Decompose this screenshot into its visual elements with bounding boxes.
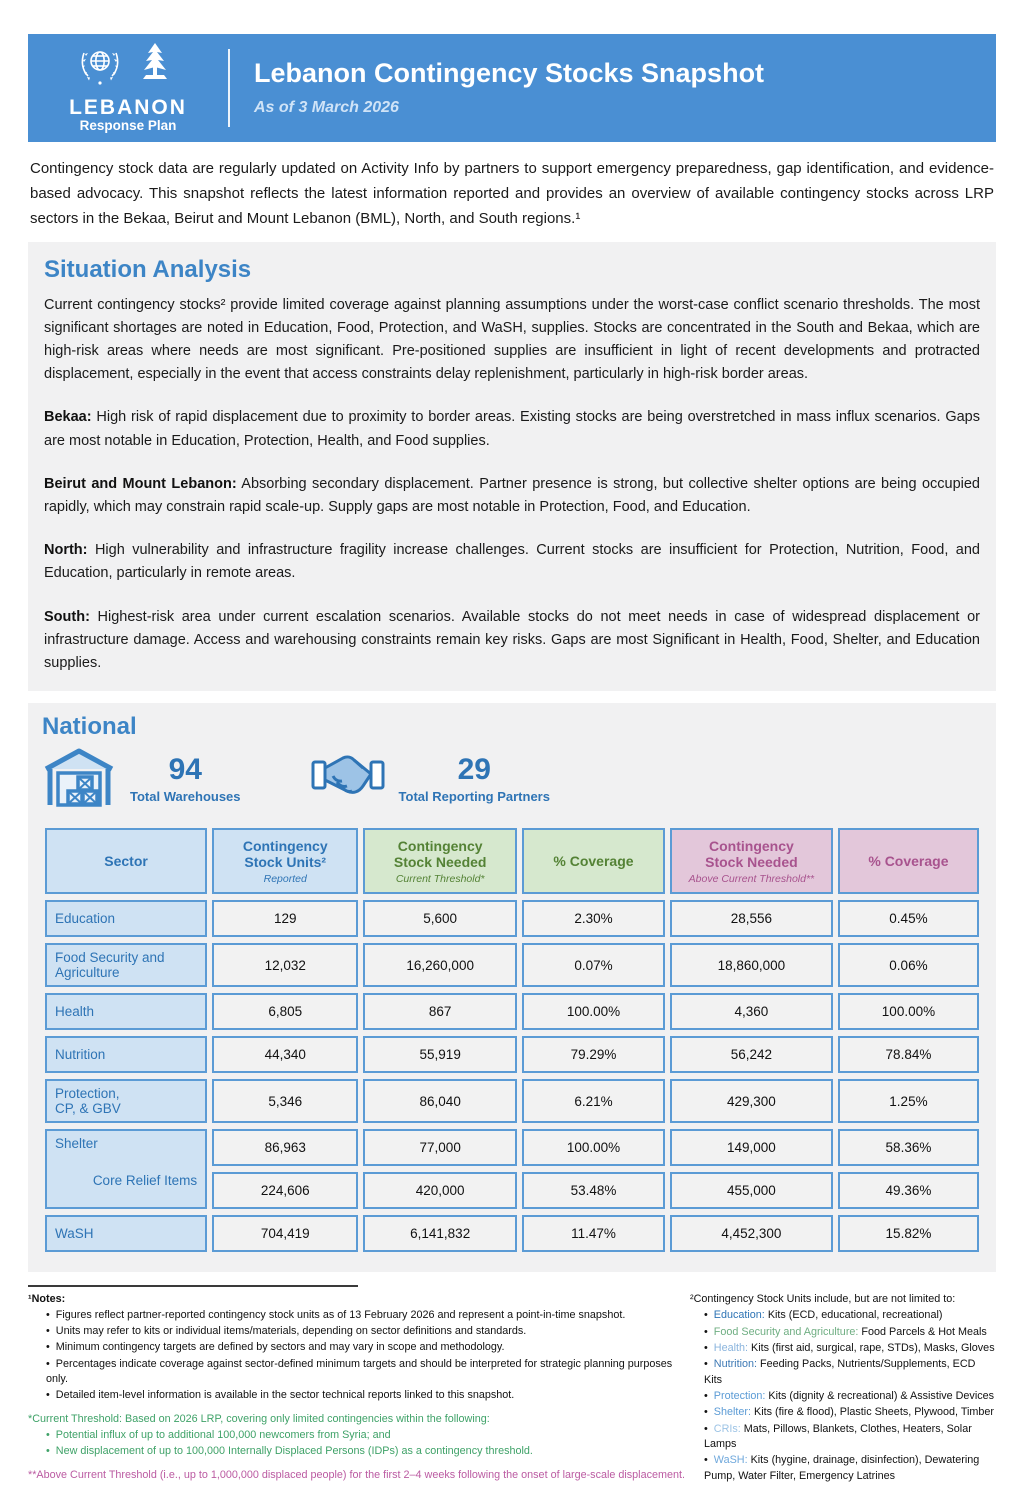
sector-cell	[45, 1129, 207, 1209]
threshold-item: • New displacement of up to 100,000 Internally Displaced Persons (IDPs) as a contingency threshold.	[46, 1444, 680, 1459]
value-cell: 49.36%	[838, 1172, 979, 1209]
value-cell: 4,360	[670, 993, 833, 1030]
value-cell: 86,963	[212, 1129, 358, 1166]
value-cell: 4,452,300	[670, 1215, 833, 1252]
value-cell: 5,346	[212, 1079, 358, 1123]
situation-analysis-panel	[28, 242, 996, 691]
table-column-header	[45, 828, 207, 894]
unit-item: • Nutrition: Feeding Packs, Nutrients/Supplements, ECD Kits	[704, 1357, 996, 1388]
sector-cell: Protection, CP, & GBV	[45, 1079, 207, 1123]
value-cell: 79.29%	[522, 1036, 665, 1073]
notes-list	[34, 1308, 680, 1403]
unit-sector-label: Shelter:	[713, 1406, 754, 1419]
above-threshold-note: **Above Current Threshold (i.e., up to 1,000,000 displaced people) for the first 2–4 weeks following the onset of large-scale displacement.	[28, 1469, 685, 1482]
stat-item	[42, 745, 241, 814]
situation-paragraph: Bekaa: High risk of rapid displacement due to proximity to border areas. Existing stocks are being overstretched in mass influx scenarios. Gaps are most notable in Education, Protection, Health, and Food supplies.	[44, 409, 980, 449]
value-cell: 100.00%	[522, 1129, 665, 1166]
value-cell: 0.07%	[522, 943, 665, 987]
value-cell: 12,032	[212, 943, 358, 987]
unit-item: • Shelter: Kits (fire & flood), Plastic Sheets, Plywood, Timber	[704, 1405, 996, 1420]
value-cell: 0.06%	[838, 943, 979, 987]
footnotes-left-column	[28, 1292, 685, 1485]
header-divider	[228, 49, 230, 127]
unit-sector-label: WaSH:	[713, 1454, 751, 1467]
logo-icons	[42, 42, 214, 94]
current-threshold-list	[34, 1428, 680, 1459]
value-cell: 16,260,000	[363, 943, 517, 987]
footnote-rule	[28, 1285, 358, 1287]
sector-label: Shelter	[55, 1136, 98, 1152]
value-cell: 58.36%	[838, 1129, 979, 1166]
situation-paragraph: North: High vulnerability and infrastructure fragility increase challenges. Current stocks are insufficient for Protection, Nutrition, Food, and Education, particularly in remote areas.	[44, 542, 980, 582]
value-cell: 53.48%	[522, 1172, 665, 1209]
value-cell: 100.00%	[522, 993, 665, 1030]
page-date: As of 3 March 2026	[254, 98, 399, 116]
value-cell: 55,919	[363, 1036, 517, 1073]
header-lines: Contingency Stock Needed	[705, 837, 798, 870]
sector-cell: Nutrition	[45, 1036, 207, 1073]
situation-paragraph: South: Highest-risk area under current escalation scenarios. Available stocks do not meet needs in case of widespread displacement or infrastructure damage. Access and warehousing constraints remain key risks. Gaps are most Significant in Health, Food, Shelter, and Education supplies.	[44, 608, 980, 671]
value-cell: 77,000	[363, 1129, 517, 1166]
unit-item: • Health: Kits (first aid, surgical, rape, STDs), Masks, Gloves	[704, 1341, 996, 1356]
value-cell: 28,556	[670, 900, 833, 937]
value-cell: 6,805	[212, 993, 358, 1030]
value-cell: 867	[363, 993, 517, 1030]
table-row	[45, 1036, 979, 1073]
unit-item: • Education: Kits (ECD, educational, recreational)	[704, 1308, 996, 1323]
sector-cell: WaSH	[45, 1215, 207, 1252]
warehouse-icon	[42, 745, 116, 814]
notes-title: ¹Notes:	[28, 1293, 66, 1306]
value-cell: 56,242	[670, 1036, 833, 1073]
header-lines: % Coverage	[868, 853, 949, 870]
paragraph-lead: South:	[44, 608, 90, 625]
note-item: • Figures reflect partner-reported contingency stock units as of 13 February 2026 and represent a point-in-time snapshot.	[46, 1308, 680, 1323]
table-column-header	[212, 828, 358, 894]
current-threshold-title: *Current Threshold: Based on 2026 LRP, covering only limited contingencies within the following:	[28, 1412, 490, 1425]
value-cell: 86,040	[363, 1079, 517, 1123]
footnotes-right-column	[680, 1292, 996, 1485]
sector-cell: Health	[45, 993, 207, 1030]
stat-value: 29	[457, 753, 491, 787]
paragraph-lead: North:	[44, 542, 88, 559]
situation-analysis-text	[44, 294, 980, 675]
value-cell: 78.84%	[838, 1036, 979, 1073]
header-bar	[28, 34, 996, 142]
unit-item: • WaSH: Kits (hygine, drainage, disinfection), Dewatering Pump, Water Filter, Emergency Latrines	[704, 1453, 996, 1484]
value-cell: 149,000	[670, 1129, 833, 1166]
value-cell: 455,000	[670, 1172, 833, 1209]
stat-text	[399, 755, 550, 804]
table-row	[45, 1079, 979, 1123]
header-lines: Contingency Stock Units²	[242, 837, 328, 870]
current-threshold-note	[28, 1412, 680, 1459]
unit-item: • CRIs: Mats, Pillows, Blankets, Clothes, Heaters, Solar Lamps	[704, 1422, 996, 1453]
value-cell: 129	[212, 900, 358, 937]
value-cell: 5,600	[363, 900, 517, 937]
table-row	[45, 993, 979, 1030]
value-cell: 429,300	[670, 1079, 833, 1123]
unit-item: • Food Security and Agriculture: Food Parcels & Hot Meals	[704, 1325, 996, 1340]
table-row	[45, 943, 979, 987]
unit-sector-label: CRIs:	[713, 1422, 744, 1435]
note-item: • Detailed item-level information is available in the sector technical reports linked to this snapshot.	[46, 1388, 680, 1403]
table-row	[45, 900, 979, 937]
header-subtitle: Above Current Threshold**	[688, 872, 815, 885]
value-cell: 1.25%	[838, 1079, 979, 1123]
unit-sector-label: Food Security and Agriculture:	[713, 1325, 862, 1338]
header-lines: % Coverage	[553, 853, 634, 870]
lrp-logo	[42, 42, 214, 134]
footnotes	[28, 1292, 996, 1485]
table-header-row	[45, 828, 979, 894]
value-cell: 6.21%	[522, 1079, 665, 1123]
situation-analysis-heading: Situation Analysis	[44, 255, 252, 283]
value-cell: 100.00%	[838, 993, 979, 1030]
value-cell: 224,606	[212, 1172, 358, 1209]
value-cell: 6,141,832	[363, 1215, 517, 1252]
sector-cell: Food Security and Agriculture	[45, 943, 207, 987]
header-subtitle: Reported	[263, 872, 307, 885]
table-row	[45, 1129, 979, 1166]
units-list	[692, 1308, 996, 1484]
stat-label: Total Reporting Partners	[398, 789, 550, 805]
unit-item: • Protection: Kits (dignity & recreational) & Assistive Devices	[704, 1389, 996, 1404]
header-subtitle: Current Threshold*	[395, 872, 485, 885]
value-cell: 420,000	[363, 1172, 517, 1209]
value-cell: 704,419	[212, 1215, 358, 1252]
header-lines: Sector	[104, 853, 148, 870]
logo-org-sub: Response Plan	[79, 118, 177, 134]
situation-paragraph: Beirut and Mount Lebanon: Absorbing secondary displacement. Partner presence is strong, but collective shelter options are being occupied rapidly, which may constrain rapid scale-up. Supply gaps are most notable in Protection, Food, and Education.	[44, 475, 980, 515]
stat-label: Total Warehouses	[130, 789, 241, 805]
situation-paragraph: Current contingency stocks² provide limited coverage against planning assumptions under the worst-case conflict scenario thresholds. The most significant shortages are noted in Education, Food, Protection, and WaSH, supplies. Stocks are concentrated in the South and Bekaa, which are high-risk areas where needs are most significant. Pre-positioned supplies are insufficient in light of recent developments and protracted displacement, especially in the event that access constraints delay replenishment, particularly in high-risk border areas.	[44, 296, 980, 383]
note-item: • Units may refer to kits or individual items/materials, depending on sector definitions and standards.	[46, 1324, 680, 1339]
stat-item	[311, 748, 550, 811]
national-stats	[42, 745, 984, 814]
national-panel	[28, 703, 996, 1272]
value-cell: 2.30%	[522, 900, 665, 937]
units-title: ²Contingency Stock Units include, but are not limited to:	[690, 1293, 956, 1306]
paragraph-lead: Beirut and Mount Lebanon:	[44, 475, 237, 492]
note-item: • Minimum contingency targets are defined by sectors and may vary in scope and methodology.	[46, 1340, 680, 1355]
note-item: • Percentages indicate coverage against sector-defined minimum targets and should be interpreted for strategic planning purposes only.	[46, 1357, 680, 1387]
national-heading: National	[42, 713, 137, 741]
sub-sector-label: Core Relief Items	[92, 1173, 198, 1189]
table-row	[45, 1215, 979, 1252]
cedar-tree-icon	[131, 41, 179, 94]
table-column-header	[522, 828, 665, 894]
value-cell: 44,340	[212, 1036, 358, 1073]
value-cell: 11.47%	[522, 1215, 665, 1252]
table-column-header	[363, 828, 517, 894]
logo-org-name: LEBANON	[69, 96, 187, 120]
sector-cell: Education	[45, 900, 207, 937]
paragraph-lead: Bekaa:	[44, 409, 92, 426]
unit-sector-label: Education:	[713, 1309, 768, 1322]
table-column-header	[670, 828, 833, 894]
table-column-header	[838, 828, 979, 894]
un-emblem-icon	[77, 43, 123, 94]
national-stocks-table	[40, 822, 984, 1258]
header-lines: Contingency Stock Needed	[393, 837, 487, 870]
threshold-item: • Potential influx of up to additional 100,000 newcomers from Syria; and	[46, 1428, 680, 1443]
page-title: Lebanon Contingency Stocks Snapshot	[254, 58, 765, 89]
header-titles	[254, 59, 764, 117]
unit-sector-label: Health:	[713, 1342, 751, 1355]
value-cell: 0.45%	[838, 900, 979, 937]
unit-sector-label: Nutrition:	[713, 1358, 760, 1371]
value-cell: 18,860,000	[670, 943, 833, 987]
handshake-icon	[311, 748, 385, 811]
unit-sector-label: Protection:	[713, 1390, 769, 1403]
intro-paragraph: Contingency stock data are regularly updated on Activity Info by partners to support emergency preparedness, gap identification, and evidence-based advocacy. This snapshot reflects the latest information reported and provides an overview of available contingency stocks across LRP sectors in the Bekaa, Beirut and Mount Lebanon (BML), North, and South regions.¹	[30, 160, 994, 227]
stat-text	[130, 755, 241, 804]
value-cell: 15.82%	[838, 1215, 979, 1252]
stat-value: 94	[168, 753, 202, 787]
